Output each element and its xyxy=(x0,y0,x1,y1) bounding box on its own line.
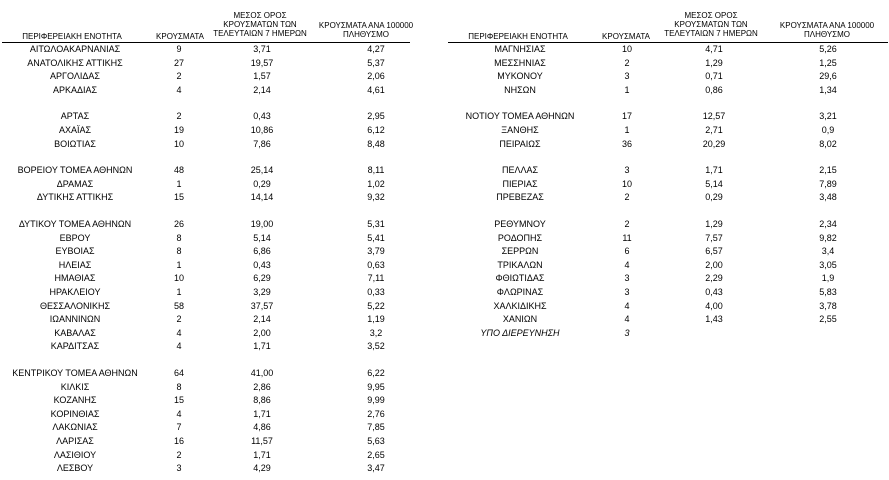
cell-avg: 12,57 xyxy=(702,111,726,122)
cell-avg: 6,86 xyxy=(253,246,271,257)
cell-per: 9,99 xyxy=(367,395,385,406)
left-header-region: ΠΕΡΙΦΕΡΕΙΑΚΗ ΕΝΟΤΗΤΑ xyxy=(22,32,122,41)
cell-avg: 1,57 xyxy=(253,71,271,82)
cell-avg: 14,14 xyxy=(250,192,274,203)
left-header-per: ΚΡΟΥΣΜΑΤΑ ΑΝΑ 100000 ΠΛΗΘΥΣΜΟ xyxy=(318,21,414,39)
cell-name: ΚΕΝΤΡΙΚΟΥ ΤΟΜΕΑ ΑΘΗΝΩΝ xyxy=(12,368,138,378)
cell-name: ΘΕΣΣΑΛΟΝΙΚΗΣ xyxy=(39,300,111,311)
cell-cases: 26 xyxy=(173,219,184,229)
cell-avg: 5,14 xyxy=(705,178,723,189)
cell-cases: 1 xyxy=(624,84,630,95)
cell-cases: 17 xyxy=(621,111,632,122)
cell-avg: 0,29 xyxy=(253,178,271,189)
cell-per: 2,55 xyxy=(819,314,837,325)
cell-name: ΜΕΣΣΗΝΙΑΣ xyxy=(494,57,546,68)
cell-per: 5,41 xyxy=(367,232,385,243)
cell-avg: 1,29 xyxy=(705,57,723,68)
cell-name: ΤΡΙΚΑΛΩΝ xyxy=(497,259,543,270)
cell-avg: 0,86 xyxy=(705,84,723,95)
cell-cases: 8 xyxy=(176,232,182,243)
cell-avg: 4,00 xyxy=(705,300,723,311)
cell-avg: 2,86 xyxy=(253,381,271,392)
cell-avg: 2,71 xyxy=(705,125,723,135)
cell-avg: 0,43 xyxy=(253,259,271,270)
cell-per: 5,63 xyxy=(367,436,385,446)
cell-name: ΠΕΙΡΑΙΩΣ xyxy=(499,138,541,149)
cell-per: 3,05 xyxy=(819,259,837,270)
cell-cases: 6 xyxy=(624,246,630,257)
cell-name: ΕΒΡΟΥ xyxy=(59,232,91,243)
cell-per: 3,2 xyxy=(369,327,383,338)
cell-avg: 1,71 xyxy=(253,449,271,460)
cell-avg: 2,00 xyxy=(253,327,271,338)
cell-avg: 37,57 xyxy=(250,300,274,311)
cell-cases: 16 xyxy=(173,436,184,446)
cell-cases: 10 xyxy=(621,44,632,54)
cell-cases: 15 xyxy=(173,395,184,406)
left-header-avg: ΜΕΣΟΣ ΟΡΟΣ ΚΡΟΥΣΜΑΤΩΝ ΤΩΝ ΤΕΛΕΥΤΑΙΩΝ 7 ΗΜΕΡΩΝ xyxy=(213,11,307,38)
cell-cases: 2 xyxy=(176,71,182,82)
cell-name: ΡΟΔΟΠΗΣ xyxy=(497,232,543,243)
cell-avg: 3,29 xyxy=(253,287,271,297)
cell-name: ΗΜΑΘΙΑΣ xyxy=(54,273,96,284)
cell-avg: 1,71 xyxy=(253,341,271,352)
cell-cases: 3 xyxy=(176,463,182,474)
cell-per: 29,6 xyxy=(819,71,837,82)
cell-cases: 3 xyxy=(624,165,630,176)
cell-per: 2,06 xyxy=(367,71,385,82)
cell-per: 9,95 xyxy=(367,381,385,392)
cell-name: ΥΠΟ ΔΙΕΡΕΥΝΗΣΗ xyxy=(480,327,560,338)
cell-name: ΚΟΖΑΝΗΣ xyxy=(53,395,97,406)
cell-avg: 1,71 xyxy=(705,165,723,176)
cell-avg: 7,86 xyxy=(253,138,271,149)
cell-cases: 64 xyxy=(173,368,184,378)
cell-avg: 20,29 xyxy=(702,138,726,149)
cell-name: ΧΑΛΚΙΔΙΚΗΣ xyxy=(493,300,547,311)
cell-avg: 6,57 xyxy=(705,246,723,257)
cell-name: ΚΙΛΚΙΣ xyxy=(60,381,90,392)
cell-per: 7,11 xyxy=(367,273,385,284)
cell-per: 7,89 xyxy=(819,178,837,189)
cell-cases: 36 xyxy=(621,138,632,149)
cell-per: 3,78 xyxy=(819,300,837,311)
cell-per: 3,79 xyxy=(367,246,385,257)
cell-name: ΑΡΤΑΣ xyxy=(60,111,90,122)
cell-cases: 11 xyxy=(622,232,632,243)
cell-avg: 1,29 xyxy=(705,219,723,229)
cell-per: 6,12 xyxy=(367,125,385,135)
left-header-cases: ΚΡΟΥΣΜΑΤΑ xyxy=(156,32,204,41)
cell-avg: 5,14 xyxy=(253,232,271,243)
cell-cases: 2 xyxy=(176,449,182,460)
cell-avg: 4,71 xyxy=(705,44,723,54)
cell-cases: 1 xyxy=(176,287,182,297)
cell-cases: 4 xyxy=(624,314,630,325)
cell-per: 8,48 xyxy=(367,138,385,149)
cell-per: 5,31 xyxy=(367,219,385,229)
cell-avg: 6,29 xyxy=(253,273,271,284)
cell-cases: 4 xyxy=(176,408,182,419)
cell-avg: 0,43 xyxy=(705,287,723,297)
cell-per: 9,82 xyxy=(819,232,837,243)
cell-avg: 25,14 xyxy=(250,165,274,176)
cell-name: ΠΕΛΛΑΣ xyxy=(501,165,539,176)
cell-cases: 1 xyxy=(176,259,182,270)
cell-per: 9,32 xyxy=(367,192,385,203)
cell-cases: 1 xyxy=(624,125,630,135)
cell-avg: 0,43 xyxy=(253,111,271,122)
cell-cases: 2 xyxy=(624,219,630,229)
cell-per: 0,63 xyxy=(367,259,385,270)
cell-per: 3,48 xyxy=(819,192,837,203)
cell-per: 0,9 xyxy=(821,125,835,135)
cell-cases: 10 xyxy=(173,273,184,284)
cell-per: 2,65 xyxy=(367,449,385,460)
cell-per: 8,11 xyxy=(367,165,385,176)
cell-cases: 4 xyxy=(624,300,630,311)
cell-avg: 7,57 xyxy=(705,232,723,243)
right-header-cases: ΚΡΟΥΣΜΑΤΑ xyxy=(602,32,650,41)
cell-per: 4,61 xyxy=(367,84,385,95)
cell-cases: 19 xyxy=(173,125,184,135)
cell-avg: 0,29 xyxy=(705,192,723,203)
cell-per: 3,21 xyxy=(819,111,837,122)
cell-per: 1,19 xyxy=(367,314,385,325)
cell-name: ΧΑΝΙΩΝ xyxy=(502,314,538,325)
cell-name: ΚΟΡΙΝΘΙΑΣ xyxy=(50,408,100,419)
cell-avg: 1,43 xyxy=(705,314,723,325)
cell-cases: 2 xyxy=(624,192,630,203)
cell-per: 0,33 xyxy=(367,287,385,297)
cell-name: ΒΟΡΕΙΟΥ ΤΟΜΕΑ ΑΘΗΝΩΝ xyxy=(17,165,133,176)
cell-name: ΠΡΕΒΕΖΑΣ xyxy=(496,192,544,203)
cell-cases: 1 xyxy=(176,178,182,189)
cell-name: ΛΑΚΩΝΙΑΣ xyxy=(52,422,98,433)
right-header-per: ΚΡΟΥΣΜΑΤΑ ΑΝΑ 100000 ΠΛΗΘΥΣΜΟ xyxy=(779,21,875,39)
cell-cases: 9 xyxy=(176,44,182,54)
cell-avg: 2,29 xyxy=(705,273,723,284)
cell-name: ΗΛΕΙΑΣ xyxy=(58,259,92,270)
cell-cases: 4 xyxy=(176,341,182,352)
cell-avg: 19,00 xyxy=(250,219,274,229)
cell-cases: 3 xyxy=(624,327,630,338)
cell-name: ΑΡΓΟΛΙΔΑΣ xyxy=(50,71,100,82)
cell-name: ΗΡΑΚΛΕΙΟΥ xyxy=(49,287,101,297)
cell-cases: 58 xyxy=(173,300,184,311)
cell-avg: 4,29 xyxy=(253,463,271,474)
cell-cases: 4 xyxy=(624,259,630,270)
cell-name: ΝΗΣΩΝ xyxy=(504,84,536,95)
cell-cases: 8 xyxy=(176,246,182,257)
cell-cases: 7 xyxy=(176,422,182,433)
cell-cases: 4 xyxy=(176,84,182,95)
cell-name: ΠΙΕΡΙΑΣ xyxy=(502,178,538,189)
cell-cases: 2 xyxy=(176,111,182,122)
cell-name: ΔΥΤΙΚΗΣ ΑΤΤΙΚΗΣ xyxy=(36,192,114,203)
cell-avg: 10,86 xyxy=(250,125,274,135)
right-header-region: ΠΕΡΙΦΕΡΕΙΑΚΗ ΕΝΟΤΗΤΑ xyxy=(468,32,568,41)
right-header-avg: ΜΕΣΟΣ ΟΡΟΣ ΚΡΟΥΣΜΑΤΩΝ ΤΩΝ ΤΕΛΕΥΤΑΙΩΝ 7 ΗΜΕΡΩΝ xyxy=(664,11,758,38)
cell-cases: 2 xyxy=(624,57,630,68)
cell-per: 2,34 xyxy=(819,219,837,229)
cell-per: 1,34 xyxy=(819,84,837,95)
cell-name: ΚΑΡΔΙΤΣΑΣ xyxy=(50,341,100,352)
cell-name: ΚΑΒΑΛΑΣ xyxy=(54,327,96,338)
cell-per: 5,22 xyxy=(367,300,385,311)
cell-per: 3,4 xyxy=(821,246,835,257)
cell-name: ΦΛΩΡΙΝΑΣ xyxy=(496,287,544,297)
cell-per: 2,15 xyxy=(819,165,837,176)
cell-per: 3,52 xyxy=(367,341,385,352)
cell-per: 6,22 xyxy=(367,368,385,378)
cell-avg: 11,57 xyxy=(251,436,273,446)
cell-avg: 0,71 xyxy=(705,71,723,82)
cell-per: 1,25 xyxy=(819,57,837,68)
cell-avg: 2,14 xyxy=(253,84,271,95)
cell-name: ΝΟΤΙΟΥ ΤΟΜΕΑ ΑΘΗΝΩΝ xyxy=(465,111,575,122)
cell-name: ΑΧΑΪΑΣ xyxy=(58,125,92,135)
cell-avg: 4,86 xyxy=(253,422,271,433)
cell-cases: 10 xyxy=(621,178,632,189)
cell-per: 1,02 xyxy=(367,178,385,189)
cell-cases: 10 xyxy=(173,138,184,149)
cell-name: ΑΡΚΑΔΙΑΣ xyxy=(52,84,98,95)
cell-name: ΡΕΘΥΜΝΟΥ xyxy=(494,219,546,229)
cell-name: ΛΑΡΙΣΑΣ xyxy=(56,436,94,446)
cell-name: ΑΝΑΤΟΛΙΚΗΣ ΑΤΤΙΚΗΣ xyxy=(27,57,123,68)
cell-avg: 2,00 xyxy=(705,259,723,270)
cell-cases: 3 xyxy=(624,287,630,297)
cell-per: 5,37 xyxy=(367,57,385,68)
cell-per: 5,83 xyxy=(819,287,837,297)
cell-name: ΛΑΣΙΘΙΟΥ xyxy=(53,449,97,460)
cell-name: ΣΕΡΡΩΝ xyxy=(501,246,539,257)
cell-cases: 3 xyxy=(624,71,630,82)
cell-name: ΜΥΚΟΝΟΥ xyxy=(497,71,543,82)
cell-avg: 1,71 xyxy=(253,408,271,419)
cell-per: 1,9 xyxy=(821,273,835,284)
cell-cases: 4 xyxy=(176,327,182,338)
cell-cases: 48 xyxy=(173,165,184,176)
cell-name: ΒΟΙΩΤΙΑΣ xyxy=(54,138,96,149)
cell-cases: 3 xyxy=(624,273,630,284)
cell-cases: 15 xyxy=(173,192,184,203)
cell-per: 3,47 xyxy=(367,463,385,474)
cell-name: ΦΘΙΩΤΙΔΑΣ xyxy=(495,273,545,284)
cell-name: ΜΑΓΝΗΣΙΑΣ xyxy=(494,44,546,54)
cell-per: 2,95 xyxy=(367,111,385,122)
cell-cases: 8 xyxy=(176,381,182,392)
cell-per: 8,02 xyxy=(819,138,837,149)
cell-per: 5,26 xyxy=(819,44,837,54)
cell-avg: 3,71 xyxy=(253,44,271,54)
cell-name: ΞΑΝΘΗΣ xyxy=(501,125,539,135)
cell-avg: 2,14 xyxy=(253,314,271,325)
cell-name: ΔΡΑΜΑΣ xyxy=(56,178,94,189)
cell-per: 7,85 xyxy=(367,422,385,433)
cell-cases: 27 xyxy=(173,57,184,68)
cell-name: ΕΥΒΟΙΑΣ xyxy=(55,246,95,257)
cell-per: 4,27 xyxy=(367,44,385,54)
cell-avg: 8,86 xyxy=(253,395,271,406)
cell-per: 2,76 xyxy=(367,408,385,419)
cell-name: ΔΥΤΙΚΟΥ ΤΟΜΕΑ ΑΘΗΝΩΝ xyxy=(18,219,132,229)
cell-avg: 19,57 xyxy=(250,57,274,68)
cell-cases: 2 xyxy=(176,314,182,325)
cell-name: ΛΕΣΒΟΥ xyxy=(56,463,94,474)
cell-avg: 41,00 xyxy=(250,368,274,378)
cell-name: ΙΩΑΝΝΙΝΩΝ xyxy=(49,314,101,325)
cell-name: ΑΙΤΩΛΟΑΚΑΡΝΑΝΙΑΣ xyxy=(29,44,121,54)
